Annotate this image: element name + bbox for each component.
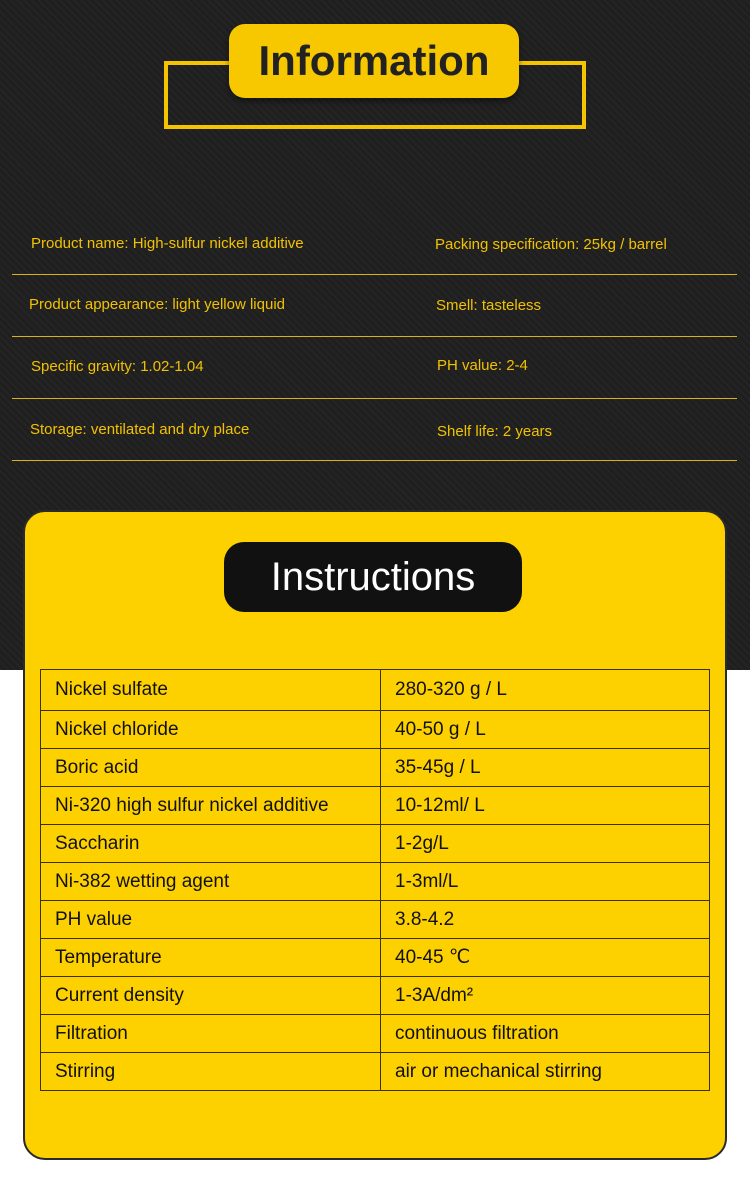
information-badge <box>229 24 519 98</box>
param-name: Stirring <box>41 1053 381 1091</box>
table-row <box>41 749 710 787</box>
smell: Smell: tasteless <box>436 297 542 314</box>
param-name: Temperature <box>41 939 381 977</box>
param-name: PH value <box>41 901 381 939</box>
table-row <box>41 977 710 1015</box>
param-name: Nickel chloride <box>41 711 381 749</box>
param-name: Current density <box>41 977 381 1015</box>
table-row <box>41 825 710 863</box>
param-value: 10-12ml/ L <box>381 787 710 825</box>
packing-specification: Packing specification: 25kg / barrel <box>435 236 667 253</box>
param-name: Nickel sulfate <box>41 670 381 711</box>
shelf-life: Shelf life: 2 years <box>437 423 553 440</box>
product-appearance: Product appearance: light yellow liquid <box>29 296 285 313</box>
param-value: air or mechanical stirring <box>381 1053 710 1091</box>
specific-gravity: Specific gravity: 1.02-1.04 <box>31 358 204 375</box>
param-value: 40-50 g / L <box>381 711 710 749</box>
param-value: 1-3ml/L <box>381 863 710 901</box>
instructions-title: Instructions <box>270 554 476 599</box>
table-row <box>41 863 710 901</box>
param-value: continuous filtration <box>381 1015 710 1053</box>
param-value: 280-320 g / L <box>381 670 710 711</box>
param-value: 1-3A/dm² <box>381 977 710 1015</box>
param-value: 35-45g / L <box>381 749 710 787</box>
product-name: Product name: High-sulfur nickel additive <box>31 235 304 252</box>
info-row <box>12 336 737 399</box>
info-row <box>12 212 737 275</box>
table-row <box>41 787 710 825</box>
information-title: Information <box>258 37 490 84</box>
table-row <box>41 1053 710 1091</box>
param-name: Saccharin <box>41 825 381 863</box>
param-name: Ni-382 wetting agent <box>41 863 381 901</box>
storage: Storage: ventilated and dry place <box>30 421 250 438</box>
param-name: Filtration <box>41 1015 381 1053</box>
table-row <box>41 939 710 977</box>
param-value: 40-45 ℃ <box>381 939 710 977</box>
param-name: Ni-320 high sulfur nickel additive <box>41 787 381 825</box>
ph-value: PH value: 2-4 <box>437 357 528 374</box>
table-row <box>41 901 710 939</box>
param-name: Boric acid <box>41 749 381 787</box>
table-row <box>41 1015 710 1053</box>
info-row <box>12 274 737 337</box>
table-row <box>41 711 710 749</box>
instructions-table <box>40 669 710 1091</box>
param-value: 1-2g/L <box>381 825 710 863</box>
info-row <box>12 398 737 461</box>
instructions-badge <box>224 542 522 612</box>
param-value: 3.8-4.2 <box>381 901 710 939</box>
table-row <box>41 670 710 711</box>
